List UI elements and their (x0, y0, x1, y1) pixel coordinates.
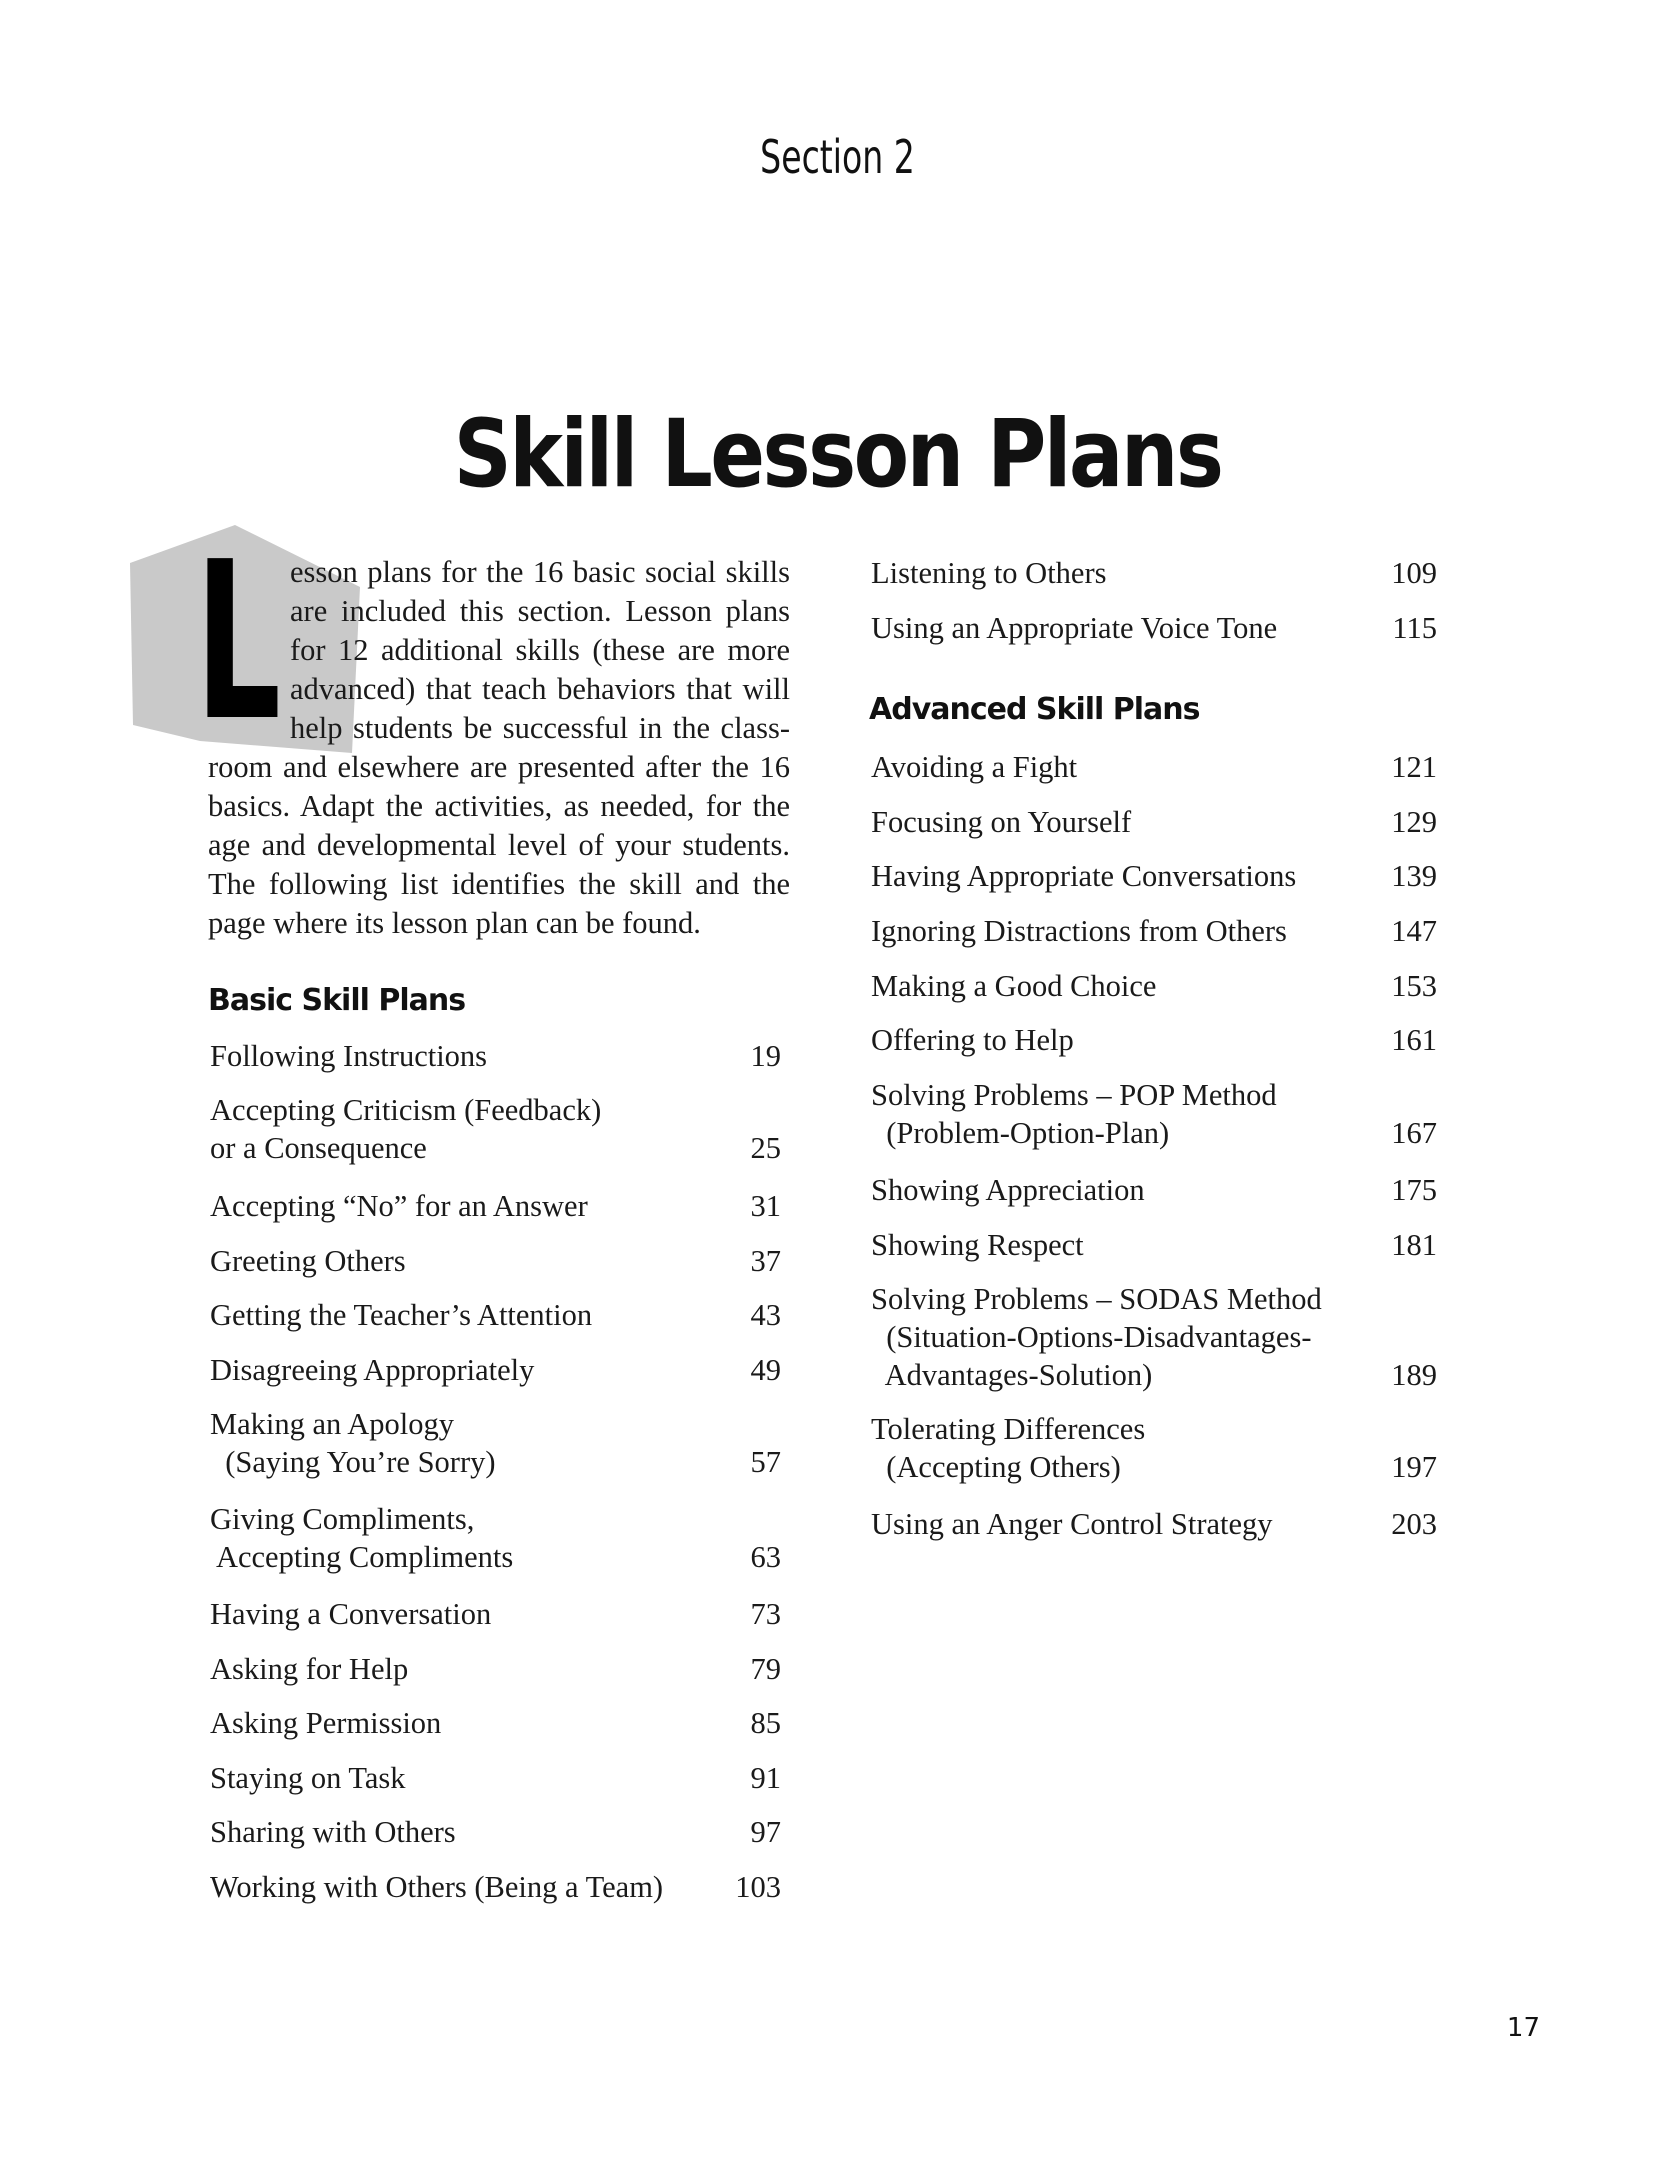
intro-line: help students be successful in the class- (290, 711, 790, 745)
toc-entry-page-number: 121 (1391, 750, 1437, 784)
toc-entry-page-number: 167 (1391, 1116, 1437, 1150)
toc-entry-label (210, 1868, 663, 1906)
toc-entry-page-number: 129 (1391, 805, 1437, 839)
intro-line: are included this section. Lesson plans (290, 594, 790, 628)
page-number: 17 (1506, 2013, 1540, 2043)
toc-entry-page-number: 153 (1391, 969, 1437, 1003)
toc-entry-page-number: 49 (750, 1353, 781, 1387)
toc-entry-label-line: Working with Others (Being a Team) (210, 1870, 664, 1904)
toc-entry-page-number: 37 (750, 1244, 781, 1278)
toc-entry-label (871, 1280, 1322, 1394)
section-label: Section 2 (760, 130, 915, 184)
toc-entry-label-line: Avoiding a Fight (871, 750, 1078, 784)
intro-line: for 12 additional skills (these are more (290, 633, 790, 667)
toc-entry-label-line: Ignoring Distractions from Others (871, 914, 1287, 948)
toc-entry-label (871, 1076, 1277, 1152)
intro-line: page where its lesson plan can be found. (208, 906, 701, 940)
intro-line: basics. Adapt the activities, as needed, for the (208, 789, 790, 823)
toc-entry-label-line: Making an Apology (210, 1407, 454, 1441)
toc-entry-label-line: (Problem-Option-Plan) (871, 1116, 1170, 1150)
toc-entry-label-line: (Accepting Others) (871, 1450, 1121, 1484)
toc-entry-label (871, 803, 1131, 841)
toc-entry-label-line: Accepting Criticism (Feedback) (210, 1093, 602, 1127)
toc-entry-label-line: Offering to Help (871, 1023, 1074, 1057)
toc-entry-label (210, 1187, 588, 1225)
toc-entry-page-number: 161 (1391, 1023, 1437, 1057)
toc-entry-label (210, 1500, 513, 1576)
toc-entry-page-number: 97 (750, 1815, 781, 1849)
page-title: Skill Lesson Plans (453, 400, 1222, 509)
toc-entry-page-number: 175 (1391, 1173, 1437, 1207)
toc-entry-label (210, 1650, 408, 1688)
toc-entry-label (871, 912, 1287, 950)
toc-entry-label-line: Following Instructions (210, 1039, 488, 1073)
toc-entry-label (210, 1091, 601, 1167)
toc-entry-label-line: Asking for Help (210, 1652, 409, 1686)
toc-entry-page-number: 43 (750, 1298, 781, 1332)
toc-entry-label-line: Advantages-Solution) (871, 1358, 1153, 1392)
toc-entry-label (871, 748, 1077, 786)
toc-entry-page-number: 115 (1392, 611, 1437, 645)
toc-entry-label-line: Using an Anger Control Strategy (871, 1507, 1273, 1541)
toc-entry-label-line: Solving Problems – POP Method (871, 1078, 1277, 1112)
toc-entry-page-number: 19 (750, 1039, 781, 1073)
toc-entry-label-line: Solving Problems – SODAS Method (871, 1282, 1322, 1316)
toc-entry-page-number: 197 (1391, 1450, 1437, 1484)
toc-entry-label (871, 1226, 1084, 1264)
toc-entry-page-number: 63 (750, 1540, 781, 1574)
intro-line: The following list identifies the skill and the (208, 867, 790, 901)
intro-line: age and developmental level of your students. (208, 828, 790, 862)
toc-entry-page-number: 79 (750, 1652, 781, 1686)
toc-entry-label-line: Giving Compliments, (210, 1502, 475, 1536)
toc-entry-label (871, 967, 1156, 1005)
advanced-skill-plans-heading: Advanced Skill Plans (869, 692, 1200, 727)
toc-entry-page-number: 57 (750, 1445, 781, 1479)
toc-entry-label-line: Getting the Teacher’s Attention (210, 1298, 593, 1332)
toc-entry-label (871, 857, 1296, 895)
toc-entry-label-line: Tolerating Differences (871, 1412, 1146, 1446)
toc-entry-label (871, 1410, 1145, 1486)
toc-entry-label-line: Having a Conversation (210, 1597, 492, 1631)
toc-entry-label-line: Having Appropriate Conversations (871, 859, 1297, 893)
toc-entry-label (210, 1037, 487, 1075)
toc-entry-label-line: Staying on Task (210, 1761, 406, 1795)
toc-entry-label-line: Disagreeing Appropriately (210, 1353, 535, 1387)
toc-entry-label-line: or a Consequence (210, 1131, 427, 1165)
toc-entry-label (871, 1505, 1273, 1543)
toc-entry-label-line: Showing Respect (871, 1228, 1084, 1262)
toc-entry-label-line: Accepting Compliments (210, 1540, 514, 1574)
toc-entry-label-line: Using an Appropriate Voice Tone (871, 611, 1278, 645)
toc-entry-label (210, 1759, 406, 1797)
toc-entry-label-line: (Situation-Options-Disadvantages- (871, 1320, 1312, 1354)
toc-entry-page-number: 189 (1391, 1358, 1437, 1392)
toc-entry-page-number: 73 (750, 1597, 781, 1631)
intro-line: advanced) that teach behaviors that will (290, 672, 790, 706)
toc-entry-page-number: 147 (1391, 914, 1437, 948)
toc-entry-label-line: Sharing with Others (210, 1815, 456, 1849)
toc-entry-page-number: 91 (750, 1761, 781, 1795)
toc-entry-label-line: (Saying You’re Sorry) (210, 1445, 496, 1479)
basic-skill-plans-heading: Basic Skill Plans (208, 983, 466, 1018)
toc-entry-label-line: Accepting “No” for an Answer (210, 1189, 588, 1223)
toc-entry-label (210, 1704, 441, 1742)
toc-entry-label (871, 1171, 1145, 1209)
intro-line: room and elsewhere are presented after the 16 (208, 750, 790, 784)
toc-entry-page-number: 31 (750, 1189, 781, 1223)
toc-entry-label-line: Focusing on Yourself (871, 805, 1132, 839)
toc-entry-label (210, 1351, 534, 1389)
toc-entry-page-number: 203 (1391, 1507, 1437, 1541)
toc-entry-page-number: 103 (735, 1870, 781, 1904)
toc-entry-label-line: Listening to Others (871, 556, 1107, 590)
toc-entry-label (210, 1242, 406, 1280)
toc-entry-label (210, 1296, 592, 1334)
toc-entry-label (210, 1595, 491, 1633)
toc-entry-label (871, 609, 1277, 647)
toc-entry-label (210, 1405, 496, 1481)
toc-entry-page-number: 85 (750, 1706, 781, 1740)
toc-entry-page-number: 181 (1391, 1228, 1437, 1262)
toc-entry-label-line: Showing Appreciation (871, 1173, 1145, 1207)
toc-entry-label (871, 554, 1107, 592)
toc-entry-label (210, 1813, 456, 1851)
toc-entry-label-line: Making a Good Choice (871, 969, 1157, 1003)
toc-entry-label-line: Asking Permission (210, 1706, 442, 1740)
toc-entry-label (871, 1021, 1074, 1059)
toc-entry-page-number: 109 (1391, 556, 1437, 590)
intro-line: esson plans for the 16 basic social skills (290, 555, 790, 589)
toc-entry-page-number: 25 (750, 1131, 781, 1165)
toc-entry-label-line: Greeting Others (210, 1244, 406, 1278)
drop-cap-letter: L (195, 516, 282, 769)
toc-entry-page-number: 139 (1391, 859, 1437, 893)
